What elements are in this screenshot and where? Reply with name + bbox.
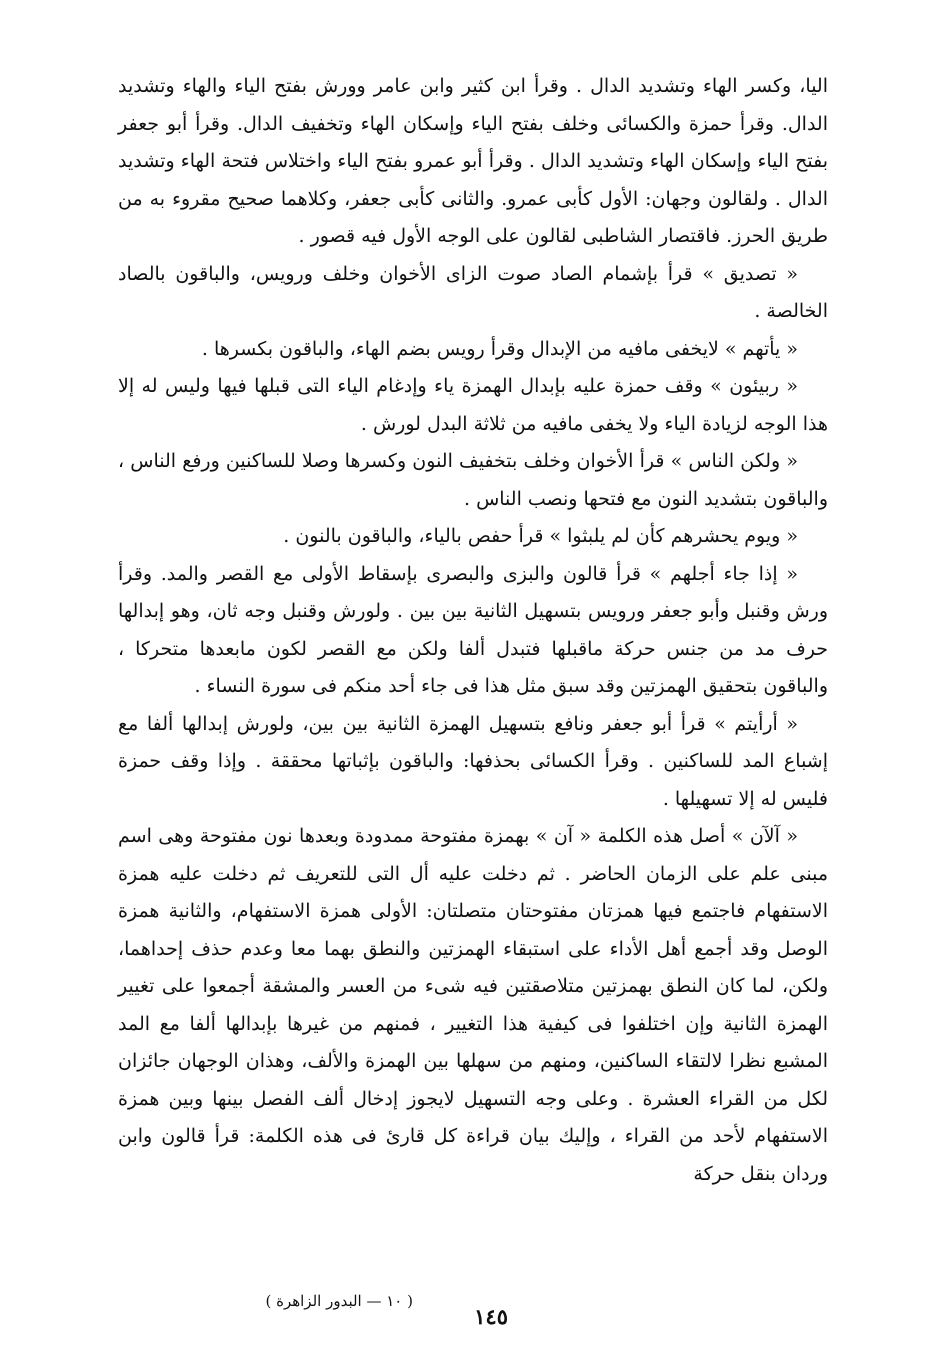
page-footer [118,1290,828,1350]
paragraph-yahiddi: اليا، وكسر الهاء وتشديد الدال . وقرأ ابن كثير وابن عامر وورش بفتح الياء والهاء وتشديد الدال. وقرأ حمزة والكسائى وخلف بفتح الياء وإسكان الهاء وتخفيف الدال. وقرأ أبو جعفر بفتح الياء وإسكان الهاء وتشديد الدال . وقرأ أبو عمرو بفتح الياء واختلاس فتحة الهاء وتشديد الدال . ولقالون وجهان: الأول كأبى عمرو. والثانى كأبى جعفر، وكلاهما صحيح مقروء به من طريق الحرز. فاقتصار الشاطبى لقالون على الوجه الأول فيه قصور . [118,75,828,247]
page-number: ١٤٥ [474,1304,508,1329]
paragraph-yahshuruhum: « ويوم يحشرهم كأن لم يلبثوا » قرأ حفص بالياء، والباقون بالنون . [283,525,798,547]
paragraph-araaytum: « أرأيتم » قرأ أبو جعفر ونافع بتسهيل الهمزة الثانية بين بين، ولورش إبدالها ألفا مع إشباع المد للساكنين . وقرأ الكسائى بحذفها: والباقون بإثباتها محققة . وإذا وقف حمزة فليس له إلا تسهيلها . [118,712,828,810]
body-text [118,68,828,1193]
paragraph-ajaluhum: « إذا جاء أجلهم » قرأ قالون والبزى والبصرى بإسقاط الأولى مع القصر والمد. وقرأ ورش وقنبل وأبو جعفر ورويس بتسهيل الثانية بين بين . ولورش وقنبل وجه ثان، وهو إبدالها حرف مد من جنس حركة ماقبلها فتبدل ألفا ولكن مع القصر لكون مابعدها متحركا ، والباقون بتحقيق الهمزتين وقد سبق مثل هذا فى جاء أحد منكم فى سورة النساء . [118,562,828,697]
paragraph-tasdiq: « تصديق » قرأ بإشمام الصاد صوت الزاى الأخوان وخلف ورويس، والباقون بالصاد الخالصة . [118,262,828,322]
paragraph-al-ana: « آلآن » أصل هذه الكلمة « آن » بهمزة مفتوحة ممدودة وبعدها نون مفتوحة وهى اسم مبنى علم على الزمان الحاضر . ثم دخلت عليه أل التى للتعريف ثم دخلت عليه همزة الاستفهام فاجتمع فيها همزتان مفتوحتان متصلتان: الأولى همزة الاستفهام، والثانية همزة الوصل وقد أجمع أهل الأداء على استبقاء الهمزتين والنطق بهما معا وعدم حذف إحداهما، ولكن، لما كان النطق بهمزتين متلاصقتين فيه شىء من العسر والمشقة أجمعوا على تغيير الهمزة الثانية وإن اختلفوا فى كيفية هذا التغيير ، فمنهم من غيرها بإبدالها ألفا مع المد المشبع نظرا لالتقاء الساكنين، ومنهم من سهلها بين الهمزة والألف، وهذان الوجهان جائزان لكل من القراء العشرة . وعلى وجه التسهيل لايجوز إدخال ألف الفصل بينها وبين همزة الاستفهام لأحد من القراء ، وإليك بيان قراءة كل قارئ فى هذه الكلمة: قرأ قالون وابن وردان بنقل حركة [118,825,828,1185]
paragraph-ribbiyyun: « ربيئون » وقف حمزة عليه بإبدال الهمزة ياء وإدغام الياء التى قبلها فيها وليس له إلا هذا الوجه لزيادة الياء ولا يخفى مافيه من ثلاثة البدل لورش . [118,375,828,435]
paragraph-yatihim: « يأتهم » لايخفى مافيه من الإبدال وقرأ رويس بضم الهاء، والباقون بكسرها . [201,337,798,360]
paragraph-wa-lakin-an-nas: « ولكن الناس » قرأ الأخوان وخلف بتخفيف النون وكسرها وصلا للساكنين ورفع الناس ، والباقون بتشديد النون مع فتحها ونصب الناس . [118,450,828,510]
signature-mark: ( ١٠ — البدور الزاهرة ) [265,1292,413,1310]
